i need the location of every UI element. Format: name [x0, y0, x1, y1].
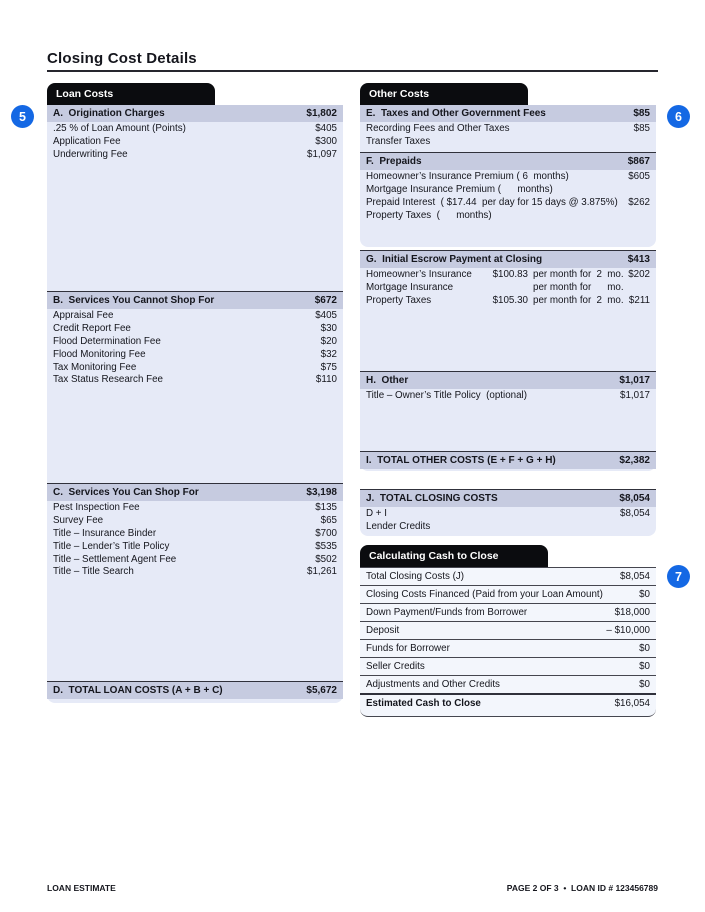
fee-row	[360, 507, 656, 520]
fee-label: Tax Monitoring Fee	[53, 361, 137, 373]
fee-row	[47, 373, 343, 386]
escrow-rate: $105.30	[492, 294, 528, 306]
section-g-header	[360, 250, 656, 268]
fee-label: Seller Credits	[366, 661, 425, 672]
fee-label: Application Fee	[53, 135, 121, 147]
fee-label: Homeowner’s Insurance Premium ( 6 months)	[366, 170, 569, 182]
fee-label: Flood Determination Fee	[53, 335, 161, 347]
section-c-title: C. Services You Can Shop For	[53, 487, 199, 498]
fee-label: Homeowner’s Insurance	[366, 268, 472, 280]
section-b-header	[47, 291, 343, 309]
fee-amount: $32	[320, 348, 337, 360]
fee-row	[47, 565, 343, 578]
fee-amount: $1,097	[307, 148, 337, 160]
section-f	[360, 152, 656, 222]
loan-costs-panel	[47, 105, 343, 703]
section-h-header	[360, 371, 656, 389]
section-a	[47, 105, 343, 161]
cash-row	[360, 639, 656, 657]
section-d-header	[47, 681, 343, 699]
section-h-amount: $1,017	[619, 375, 650, 386]
footer-bullet: •	[558, 883, 572, 893]
fee-row	[47, 501, 343, 514]
fee-label: Property Taxes	[366, 294, 432, 306]
fee-amount: $30	[320, 322, 337, 334]
fee-amount: $65	[320, 514, 337, 526]
fee-amount: $1,017	[620, 389, 650, 401]
escrow-mo-text: mo.	[607, 281, 624, 293]
section-f-header	[360, 152, 656, 170]
section-c-header	[47, 483, 343, 501]
fee-amount: $405	[315, 309, 337, 321]
other-costs-panel-j	[360, 489, 656, 536]
section-f-title: F. Prepaids	[366, 156, 422, 167]
fee-label: Underwriting Fee	[53, 148, 128, 160]
fee-row	[360, 183, 656, 196]
fee-label: Pest Inspection Fee	[53, 501, 140, 513]
section-h-title: H. Other	[366, 375, 409, 386]
fee-label: Title – Settlement Agent Fee	[53, 553, 177, 565]
footer-page-number: PAGE 2 OF 3	[506, 883, 559, 893]
fee-row	[47, 361, 343, 374]
fee-amount: $135	[315, 501, 337, 513]
fee-row	[360, 294, 656, 307]
footer-loan-id: LOAN ID # 123456789	[571, 883, 658, 893]
cash-row	[360, 585, 656, 603]
fee-row	[360, 170, 656, 183]
escrow-per-month-text: per month for	[533, 281, 592, 293]
fee-label: Transfer Taxes	[366, 135, 431, 147]
fee-label: Mortgage Insurance	[366, 281, 454, 293]
fee-row	[47, 348, 343, 361]
escrow-mo-text: mo.	[607, 268, 624, 280]
fee-row	[47, 322, 343, 335]
cash-row	[360, 621, 656, 639]
fee-amount: $0	[639, 589, 650, 600]
cash-to-close-tab: Calculating Cash to Close	[360, 545, 548, 567]
fee-amount: $8,054	[620, 571, 650, 582]
section-b	[47, 291, 343, 386]
callout-badge-7: 7	[667, 565, 690, 588]
section-g	[360, 250, 656, 307]
fee-row	[47, 335, 343, 348]
fee-amount: $202	[628, 268, 650, 280]
fee-row	[360, 281, 656, 294]
section-a-header	[47, 105, 343, 122]
fee-row	[360, 389, 656, 402]
escrow-months: 2	[596, 294, 602, 306]
fee-label: Adjustments and Other Credits	[366, 679, 500, 690]
fee-amount: $0	[639, 661, 650, 672]
fee-row	[47, 122, 343, 135]
section-b-title: B. Services You Cannot Shop For	[53, 295, 215, 306]
section-d-total	[47, 681, 343, 699]
fee-amount: $262	[628, 196, 650, 208]
loan-costs-tab: Loan Costs	[47, 83, 215, 105]
fee-amount: $0	[639, 679, 650, 690]
fee-amount: – $10,000	[606, 625, 650, 636]
escrow-months: 2	[596, 268, 602, 280]
fee-amount: $1,261	[307, 566, 337, 578]
fee-amount: $211	[628, 294, 650, 306]
footer-page-info	[507, 883, 658, 893]
fee-label: Credit Report Fee	[53, 322, 131, 334]
section-i-total	[360, 451, 656, 469]
callout-badge-6: 6	[667, 105, 690, 128]
fee-label: Tax Status Research Fee	[53, 374, 163, 386]
section-c	[47, 483, 343, 578]
cash-row	[360, 567, 656, 585]
fee-row	[360, 520, 656, 533]
footer-doc-label: LOAN ESTIMATE	[47, 883, 116, 893]
section-e-amount: $85	[633, 108, 650, 119]
section-h	[360, 371, 656, 402]
fee-label: Recording Fees and Other Taxes	[366, 122, 510, 134]
section-g-title: G. Initial Escrow Payment at Closing	[366, 254, 543, 265]
fee-amount: $0	[639, 643, 650, 654]
section-i-header	[360, 451, 656, 469]
fee-amount: $502	[315, 553, 337, 565]
section-g-amount: $413	[627, 254, 650, 265]
fee-amount: $85	[633, 122, 650, 134]
fee-row	[47, 540, 343, 553]
escrow-per-month-text: per month for	[533, 268, 592, 280]
section-i-amount: $2,382	[619, 455, 650, 466]
fee-label: Survey Fee	[53, 514, 104, 526]
fee-row	[47, 309, 343, 322]
section-a-amount: $1,802	[306, 108, 337, 119]
escrow-mo-text: mo.	[607, 294, 624, 306]
fee-label: Funds for Borrower	[366, 643, 450, 654]
cash-row	[360, 603, 656, 621]
fee-row	[47, 135, 343, 148]
fee-row	[360, 122, 656, 135]
fee-label: Property Taxes ( months)	[366, 209, 492, 221]
section-j-header	[360, 489, 656, 507]
fee-row	[360, 135, 656, 148]
fee-label: Title – Lender’s Title Policy	[53, 540, 170, 552]
section-f-amount: $867	[627, 156, 650, 167]
cash-row	[360, 693, 656, 712]
fee-row	[360, 268, 656, 281]
fee-amount: $110	[315, 374, 337, 386]
section-a-title: A. Origination Charges	[53, 108, 165, 119]
fee-amount: $75	[320, 361, 337, 373]
cash-to-close-table	[360, 567, 656, 717]
section-j-title: J. TOTAL CLOSING COSTS	[366, 493, 498, 504]
fee-label: Title – Title Search	[53, 566, 134, 578]
fee-label: Title – Insurance Binder	[53, 527, 157, 539]
fee-label: Flood Monitoring Fee	[53, 348, 146, 360]
fee-amount: $8,054	[620, 507, 650, 519]
section-d-amount: $5,672	[306, 685, 337, 696]
cash-row	[360, 675, 656, 693]
fee-label: Prepaid Interest ( $17.44 per day for 15 days @ 3.875%)	[366, 196, 618, 208]
fee-row	[360, 196, 656, 209]
fee-label: Closing Costs Financed (Paid from your Loan Amount)	[366, 589, 603, 600]
section-j-amount: $8,054	[619, 493, 650, 504]
other-costs-panel-ghi	[360, 250, 656, 471]
escrow-per-month-text: per month for	[533, 294, 592, 306]
section-j-total	[360, 489, 656, 533]
fee-label: Estimated Cash to Close	[366, 698, 481, 709]
fee-row	[47, 514, 343, 527]
fee-row	[360, 209, 656, 222]
fee-label: Lender Credits	[366, 520, 431, 532]
fee-label: Deposit	[366, 625, 400, 636]
fee-row	[47, 553, 343, 566]
fee-amount: $700	[315, 527, 337, 539]
section-e	[360, 105, 656, 148]
section-c-amount: $3,198	[306, 487, 337, 498]
section-e-title: E. Taxes and Other Government Fees	[366, 108, 546, 119]
fee-amount: $300	[315, 135, 337, 147]
fee-amount: $18,000	[614, 607, 650, 618]
fee-label: Mortgage Insurance Premium ( months)	[366, 183, 553, 195]
section-b-amount: $672	[314, 295, 337, 306]
callout-badge-5: 5	[11, 105, 34, 128]
title-divider	[47, 70, 658, 72]
fee-row	[47, 527, 343, 540]
section-i-title: I. TOTAL OTHER COSTS (E + F + G + H)	[366, 455, 556, 466]
fee-amount: $16,054	[614, 698, 650, 709]
fee-amount: $405	[315, 122, 337, 134]
fee-label: Appraisal Fee	[53, 309, 114, 321]
cash-row	[360, 657, 656, 675]
escrow-rate: $100.83	[492, 268, 528, 280]
section-e-header	[360, 105, 656, 122]
fee-amount: $605	[628, 170, 650, 182]
fee-amount: $20	[320, 335, 337, 347]
fee-amount: $535	[315, 540, 337, 552]
fee-label: Down Payment/Funds from Borrower	[366, 607, 528, 618]
fee-label: Title – Owner’s Title Policy (optional)	[366, 389, 527, 401]
other-costs-tab: Other Costs	[360, 83, 528, 105]
section-d-title: D. TOTAL LOAN COSTS (A + B + C)	[53, 685, 223, 696]
fee-label: D + I	[366, 507, 387, 519]
fee-row	[47, 148, 343, 161]
fee-label: .25 % of Loan Amount (Points)	[53, 122, 186, 134]
page-title: Closing Cost Details	[47, 50, 197, 67]
other-costs-panel-ef	[360, 105, 656, 247]
fee-label: Total Closing Costs (J)	[366, 571, 464, 582]
